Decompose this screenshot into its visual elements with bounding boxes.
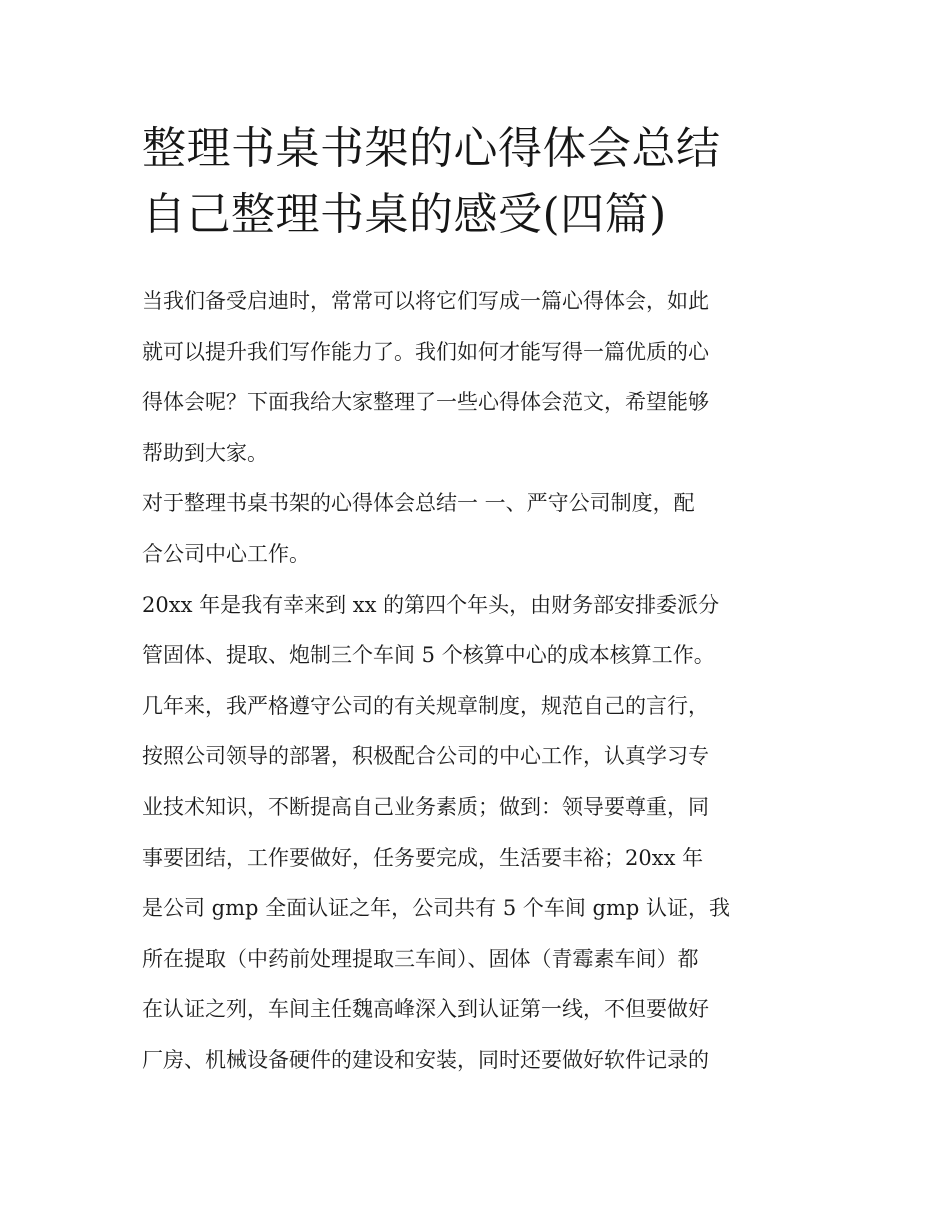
text-line: 按照公司领导的部署，积极配合公司的中心工作，认真学习专 bbox=[142, 744, 709, 769]
text-line: 当我们备受启迪时，常常可以将它们写成一篇心得体会，如此 bbox=[142, 289, 709, 313]
text-line: 合公司中心工作。 bbox=[142, 541, 310, 566]
text-line: 几年来，我严格遵守公司的有关规章制度，规范自己的言行， bbox=[142, 693, 709, 718]
text-line: 20xx 年是我有幸来到 xx 的第四个年头，由财务部安排委派分 bbox=[142, 592, 720, 617]
body-paragraph bbox=[142, 580, 822, 1086]
title-line-2: 自己整理书桌的感受(四篇) bbox=[142, 189, 667, 240]
text-line: 帮助到大家。 bbox=[142, 440, 268, 465]
text-line: 所在提取（中药前处理提取三车间）、固体（青霉素车间）都 bbox=[142, 946, 699, 971]
text-line: 就可以提升我们写作能力了。我们如何才能写得一篇优质的心 bbox=[142, 339, 709, 364]
document-title bbox=[142, 116, 842, 248]
text-line: 管固体、提取、炮制三个车间 5 个核算中心的成本核算工作。 bbox=[142, 643, 715, 668]
intro-paragraph bbox=[142, 276, 822, 478]
text-line: 是公司 gmp 全面认证之年，公司共有 5 个车间 gmp 认证，我 bbox=[142, 896, 731, 921]
text-line: 得体会呢？下面我给大家整理了一些心得体会范文，希望能够 bbox=[142, 390, 709, 415]
text-line: 业技术知识，不断提高自己业务素质；做到：领导要尊重，同 bbox=[142, 794, 709, 819]
text-line: 厂房、机械设备硬件的建设和安装，同时还要做好软件记录的 bbox=[142, 1047, 709, 1072]
title-line-1: 整理书桌书架的心得体会总结 bbox=[142, 123, 721, 174]
text-line: 在认证之列，车间主任魏高峰深入到认证第一线，不但要做好 bbox=[142, 997, 709, 1022]
text-line: 事要团结，工作要做好，任务要完成，生活要丰裕；20xx 年 bbox=[142, 845, 704, 870]
section-heading-paragraph bbox=[142, 478, 822, 579]
text-line: 对于整理书桌书架的心得体会总结一 一、严守公司制度，配 bbox=[142, 491, 695, 516]
document-body bbox=[142, 276, 822, 1086]
